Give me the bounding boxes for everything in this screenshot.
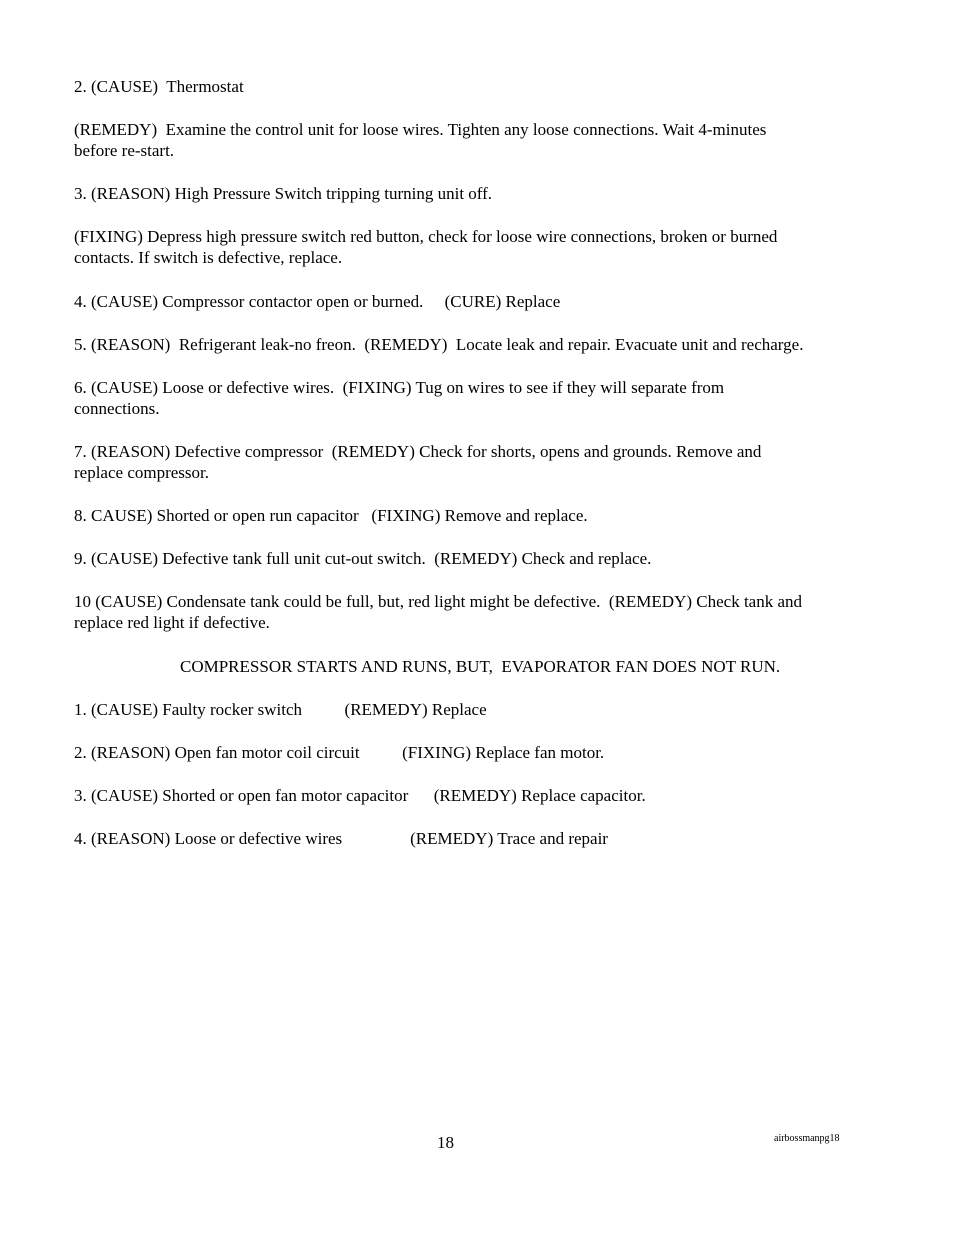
text-line-remedy-examine: (REMEDY) Examine the control unit for loose wires. Tighten any loose connections. Wait 4-minutes bbox=[74, 120, 767, 139]
text-line-fan-cause-3: 3. (CAUSE) Shorted or open fan motor capacitor (REMEDY) Replace capacitor. bbox=[74, 786, 646, 805]
text-line-cause-10-condensate-cont: replace red light if defective. bbox=[74, 613, 270, 632]
text-line-cause-2-thermostat: 2. (CAUSE) Thermostat bbox=[74, 77, 244, 96]
text-line-cause-6-wires: 6. (CAUSE) Loose or defective wires. (FIXING) Tug on wires to see if they will separate from bbox=[74, 378, 725, 397]
text-line-fan-reason-2: 2. (REASON) Open fan motor coil circuit (FIXING) Replace fan motor. bbox=[74, 743, 605, 762]
text-line-fan-reason-4: 4. (REASON) Loose or defective wires (REMEDY) Trace and repair bbox=[74, 829, 608, 848]
text-line-fixing-depress-cont: contacts. If switch is defective, replace. bbox=[74, 248, 343, 267]
text-line-reason-3-pressure-switch: 3. (REASON) High Pressure Switch tripping turning unit off. bbox=[74, 184, 493, 203]
text-line-reason-5-refrigerant: 5. (REASON) Refrigerant leak-no freon. (REMEDY) Locate leak and repair. Evacuate unit and recharge. bbox=[74, 335, 804, 354]
section-heading: COMPRESSOR STARTS AND RUNS, BUT, EVAPORATOR FAN DOES NOT RUN. bbox=[180, 657, 781, 676]
footer-code: airbossmanpg18 bbox=[774, 1133, 840, 1144]
text-line-reason-7-compressor-cont: replace compressor. bbox=[74, 463, 209, 482]
text-line-reason-7-compressor: 7. (REASON) Defective compressor (REMEDY) Check for shorts, opens and grounds. Remove and bbox=[74, 442, 762, 461]
text-line-fixing-depress: (FIXING) Depress high pressure switch red button, check for loose wire connections, broken or burned bbox=[74, 227, 778, 246]
text-line-cause-10-condensate: 10 (CAUSE) Condensate tank could be full, but, red light might be defective. (REMEDY) Check tank and bbox=[74, 592, 803, 611]
text-line-remedy-examine-cont: before re-start. bbox=[74, 141, 175, 160]
page-number: 18 bbox=[437, 1133, 454, 1152]
text-line-cause-9-tank-switch: 9. (CAUSE) Defective tank full unit cut-out switch. (REMEDY) Check and replace. bbox=[74, 549, 652, 568]
text-line-cause-8-capacitor: 8. CAUSE) Shorted or open run capacitor (FIXING) Remove and replace. bbox=[74, 506, 588, 525]
text-line-cause-6-wires-cont: connections. bbox=[74, 399, 160, 418]
text-line-cause-4-contactor: 4. (CAUSE) Compressor contactor open or burned. (CURE) Replace bbox=[74, 292, 561, 311]
text-line-fan-cause-1: 1. (CAUSE) Faulty rocker switch (REMEDY) Replace bbox=[74, 700, 487, 719]
